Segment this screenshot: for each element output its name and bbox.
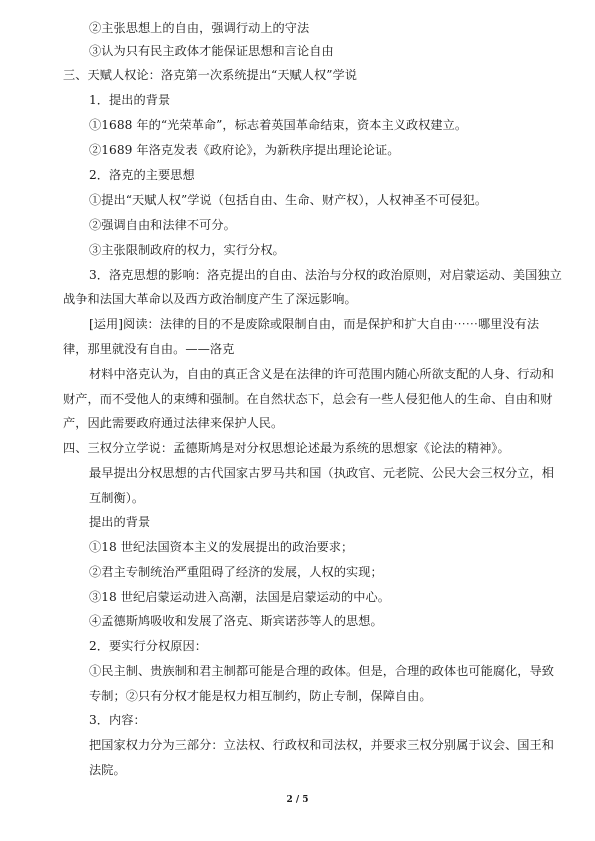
page-number: 2 / 5	[286, 795, 309, 805]
paragraph-line: ①18 世纪法国资本主义的发展提出的政治要求；	[89, 540, 354, 554]
paragraph-line: 3．洛克思想的影响：洛克提出的自由、法治与分权的政治原则，对启蒙运动、美国独立	[89, 268, 562, 282]
paragraph-line: ③认为只有民主政体才能保证思想和言论自由	[89, 44, 334, 58]
subheading: 2．洛克的主要思想	[89, 168, 195, 182]
subheading: 1．提出的背景	[89, 93, 171, 107]
paragraph-line: 财产，而不受他人的束缚和强制。在自然状态下，总会有一些人侵犯他人的生命、自由和财	[63, 392, 553, 406]
paragraph-line: 专制；②只有分权才能是权力相互制约，防止专制，保障自由。	[89, 689, 432, 703]
paragraph-line: 战争和法国大革命以及西方政治制度产生了深远影响。	[63, 292, 357, 306]
section-heading: 三、天赋人权论：洛克第一次系统提出“天赋人权”学说	[63, 68, 358, 82]
paragraph-line: 互制衡）。	[89, 491, 145, 505]
section-heading: 四、三权分立学说：孟德斯鸠是对分权思想论述最为系统的思想家《论法的精神》。	[63, 441, 510, 455]
paragraph-line: ②1689 年洛克发表《政府论》，为新秩序提出理论论证。	[89, 143, 400, 157]
paragraph-line: [运用]阅读：法律的目的不是废除或限制自由，而是保护和扩大自由⋯⋯哪里没有法	[89, 317, 540, 331]
paragraph-line: ③主张限制政府的权力，实行分权。	[89, 243, 285, 257]
paragraph-line: 最早提出分权思想的古代国家古罗马共和国（执政官、元老院、公民大会三权分立，相	[89, 466, 555, 480]
paragraph-line: ①1688 年的“光荣革命”，标志着英国革命结束，资本主义政权建立。	[89, 118, 468, 132]
paragraph-line: ①民主制、贵族制和君主制都可能是合理的政体。但是，合理的政体也可能腐化，导致	[89, 664, 555, 678]
paragraph-line: 法院。	[89, 763, 126, 777]
paragraph-line: 材料中洛克认为，自由的真正含义是在法律的许可范围内随心所欲支配的人身、行动和	[89, 367, 555, 381]
paragraph-line: ④孟德斯鸠吸收和发展了洛克、斯宾诺莎等人的思想。	[89, 614, 383, 628]
paragraph-line: ②君主专制统治严重阻碍了经济的发展，人权的实现；	[89, 565, 383, 579]
paragraph-line: ②主张思想上的自由，强调行动上的守法	[89, 21, 310, 35]
subheading: 3．内容：	[89, 713, 146, 727]
paragraph-line: 把国家权力分为三部分：立法权、行政权和司法权，并要求三权分别属于议会、国王和	[89, 738, 555, 752]
subheading: 提出的背景	[89, 515, 151, 529]
paragraph-line: ②强调自由和法律不可分。	[89, 218, 236, 232]
paragraph-line: 律，那里就没有自由。——洛克	[63, 342, 235, 356]
paragraph-line: 产，因此需要政府通过法律来保护人民。	[63, 416, 284, 430]
subheading: 2．要实行分权原因：	[89, 639, 207, 653]
paragraph-line: ③18 世纪启蒙运动进入高潮，法国是启蒙运动的中心。	[89, 590, 390, 604]
paragraph-line: ①提出“天赋人权”学说（包括自由、生命、财产权），人权神圣不可侵犯。	[89, 193, 488, 207]
